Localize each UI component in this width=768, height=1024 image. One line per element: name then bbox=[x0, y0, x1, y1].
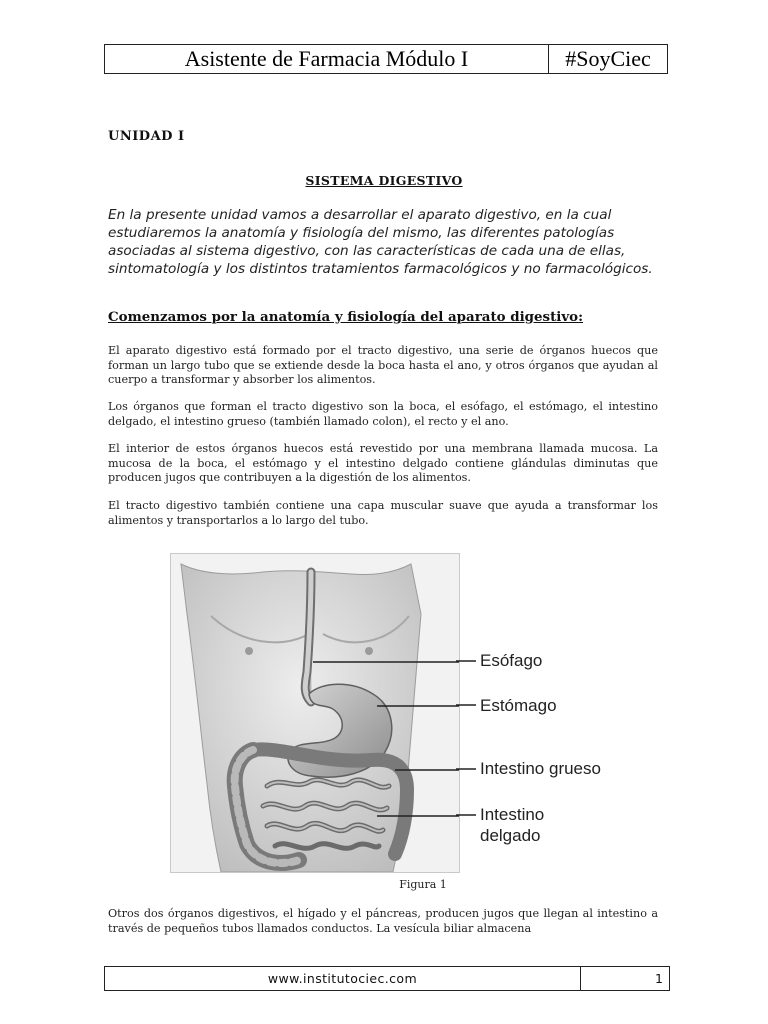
digestive-system-figure bbox=[170, 553, 460, 873]
label-esofago: Esófago bbox=[480, 651, 543, 670]
label-intestino-delgado-line2: delgado bbox=[480, 826, 541, 845]
section-title-text: SISTEMA DIGESTIVO bbox=[305, 173, 463, 188]
page-footer bbox=[104, 966, 670, 991]
document-title: Asistente de Farmacia Módulo I bbox=[105, 45, 549, 73]
label-estomago: Estómago bbox=[480, 696, 557, 715]
paragraph-5: Otros dos órganos digestivos, el hígado y el páncreas, producen jugos que llegan al intestino a través de pequeños tubos llamados conductos. La vesícula biliar almacena bbox=[108, 907, 658, 935]
label-intestino-delgado-line1: Intestino bbox=[480, 805, 545, 824]
page-number: 1 bbox=[655, 971, 663, 986]
hashtag-label: #SoyCiec bbox=[565, 46, 651, 71]
unit-label: UNIDAD I bbox=[108, 129, 185, 144]
figure-caption: Figura 1 bbox=[399, 878, 447, 891]
paragraph-1: El aparato digestivo está formado por el tracto digestivo, una serie de órganos huecos que forman un largo tubo que se extiende desde la boca hasta el ano, y otros órganos que ayudan al cuerpo a transformar y absorber los alimentos. bbox=[108, 344, 658, 387]
intro-paragraph: En la presente unidad vamos a desarrollar el aparato digestivo, en la cual estudiaremos la anatomía y fisiología del mismo, las diferentes patologías asociadas al sistema digestivo, con las características de cada una de ellas, sintomatología y los distintos tratamientos farmacológicos y no farmacológicos. bbox=[108, 207, 653, 277]
subheading-text: Comenzamos por la anatomía y fisiología del aparato digestivo bbox=[108, 309, 579, 325]
subheading bbox=[108, 309, 668, 325]
page-header bbox=[104, 44, 668, 74]
paragraph-2: Los órganos que forman el tracto digestivo son la boca, el esófago, el estómago, el intestino delgado, el intestino grueso (también llamado colon), el recto y el ano. bbox=[108, 400, 658, 428]
torso-illustration bbox=[171, 554, 459, 872]
leader-lines bbox=[456, 553, 476, 871]
section-title bbox=[0, 173, 768, 188]
paragraph-4: El tracto digestivo también contiene una capa muscular suave que ayuda a transformar los alimentos y transportarlos a lo largo del tubo. bbox=[108, 499, 658, 527]
label-intestino-grueso: Intestino grueso bbox=[480, 759, 601, 778]
subheading-suffix: : bbox=[578, 309, 584, 325]
paragraph-3: El interior de estos órganos huecos está revestido por una membrana llamada mucosa. La mucosa de la boca, el estómago y el intestino delgado contiene glándulas diminutas que producen jugos que contribuyen a la digestión de los alimentos. bbox=[108, 442, 658, 485]
footer-url: www.institutociec.com bbox=[105, 967, 581, 990]
